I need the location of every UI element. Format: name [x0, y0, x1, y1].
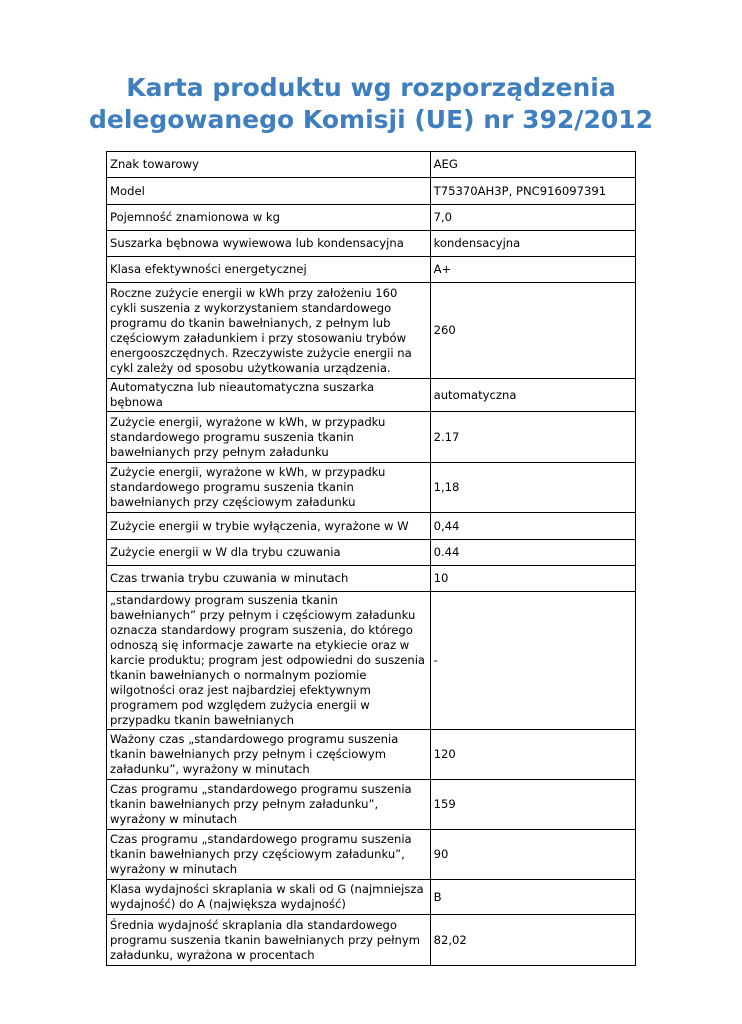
row-value: 7,0 [430, 205, 635, 231]
row-value: - [430, 592, 635, 730]
row-value: T75370AH3P, PNC916097391 [430, 178, 635, 205]
table-row [107, 257, 636, 283]
table-row [107, 463, 636, 513]
row-value: 82,02 [430, 915, 635, 966]
row-value: B [430, 880, 635, 915]
product-fiche-table [106, 151, 636, 966]
row-label: Znak towarowy [107, 152, 431, 178]
page-title-line-2: delegowanego Komisji (UE) nr 392/2012 [88, 105, 654, 134]
row-label: Zużycie energii w W dla trybu czuwania [107, 540, 431, 566]
row-label: Klasa wydajności skraplania w skali od G (najmniejsza wydajność) do A (największa wydajność) [107, 880, 431, 915]
row-label: Czas programu „standardowego programu suszenia tkanin bawełnianych przy częściowym załadunku”, wyrażony w minutach [107, 830, 431, 880]
row-label: Zużycie energii, wyrażone w kWh, w przypadku standardowego programu suszenia tkanin bawełnianych przy częściowym załadunku [107, 463, 431, 513]
row-label: Klasa efektywności energetycznej [107, 257, 431, 283]
table-row [107, 205, 636, 231]
row-label: Model [107, 178, 431, 205]
table-row [107, 231, 636, 257]
row-value: 90 [430, 830, 635, 880]
table-row [107, 592, 636, 730]
row-value: 120 [430, 730, 635, 780]
table-row [107, 880, 636, 915]
page-title-line-1: Karta produktu wg rozporządzenia [126, 73, 616, 102]
row-label: Roczne zużycie energii w kWh przy założeniu 160 cykli suszenia z wykorzystaniem standardowego programu do tkanin bawełnianych, z pełnym lub częściowym załadunkiem i przy stosowaniu trybów energooszczędnych. Rzeczywiste zużycie energii na cykl zależy od sposobu użytkowania urządzenia. [107, 283, 431, 379]
row-label: „standardowy program suszenia tkanin bawełnianych” przy pełnym i częściowym załadunku oznacza standardowy program suszenia, do którego odnoszą się informacje zawarte na etykiecie oraz w karcie produktu; program jest odpowiedni do suszenia tkanin bawełnianych o normalnym poziomie wilgotności oraz jest najbardziej efektywnym programem pod względem zużycia energii w przypadku tkanin bawełnianych [107, 592, 431, 730]
table-row [107, 513, 636, 540]
table-row [107, 830, 636, 880]
table-row [107, 283, 636, 379]
row-value: 260 [430, 283, 635, 379]
row-label: Pojemność znamionowa w kg [107, 205, 431, 231]
page-title [0, 72, 742, 136]
table-row [107, 730, 636, 780]
row-value: automatyczna [430, 379, 635, 412]
table-row [107, 412, 636, 463]
row-label: Czas programu „standardowego programu suszenia tkanin bawełnianych przy pełnym załadunku”, wyrażony w minutach [107, 780, 431, 830]
row-label: Czas trwania trybu czuwania w minutach [107, 566, 431, 592]
row-label: Średnia wydajność skraplania dla standardowego programu suszenia tkanin bawełnianych przy pełnym załadunku, wyrażona w procentach [107, 915, 431, 966]
row-value: 0,44 [430, 513, 635, 540]
row-value: 159 [430, 780, 635, 830]
row-label: Ważony czas „standardowego programu suszenia tkanin bawełnianych przy pełnym i częściowym załadunku”, wyrażony w minutach [107, 730, 431, 780]
table-row [107, 379, 636, 412]
row-value: 1,18 [430, 463, 635, 513]
table-row [107, 566, 636, 592]
row-label: Zużycie energii, wyrażone w kWh, w przypadku standardowego programu suszenia tkanin bawełnianych przy pełnym załadunku [107, 412, 431, 463]
row-value: 10 [430, 566, 635, 592]
row-label: Automatyczna lub nieautomatyczna suszarka bębnowa [107, 379, 431, 412]
table-row [107, 178, 636, 205]
row-value: 0.44 [430, 540, 635, 566]
table-row [107, 780, 636, 830]
table-row [107, 152, 636, 178]
row-value: kondensacyjna [430, 231, 635, 257]
row-value: AEG [430, 152, 635, 178]
row-label: Zużycie energii w trybie wyłączenia, wyrażone w W [107, 513, 431, 540]
table-row [107, 540, 636, 566]
table-row [107, 915, 636, 966]
row-value: A+ [430, 257, 635, 283]
row-label: Suszarka bębnowa wywiewowa lub kondensacyjna [107, 231, 431, 257]
row-value: 2.17 [430, 412, 635, 463]
